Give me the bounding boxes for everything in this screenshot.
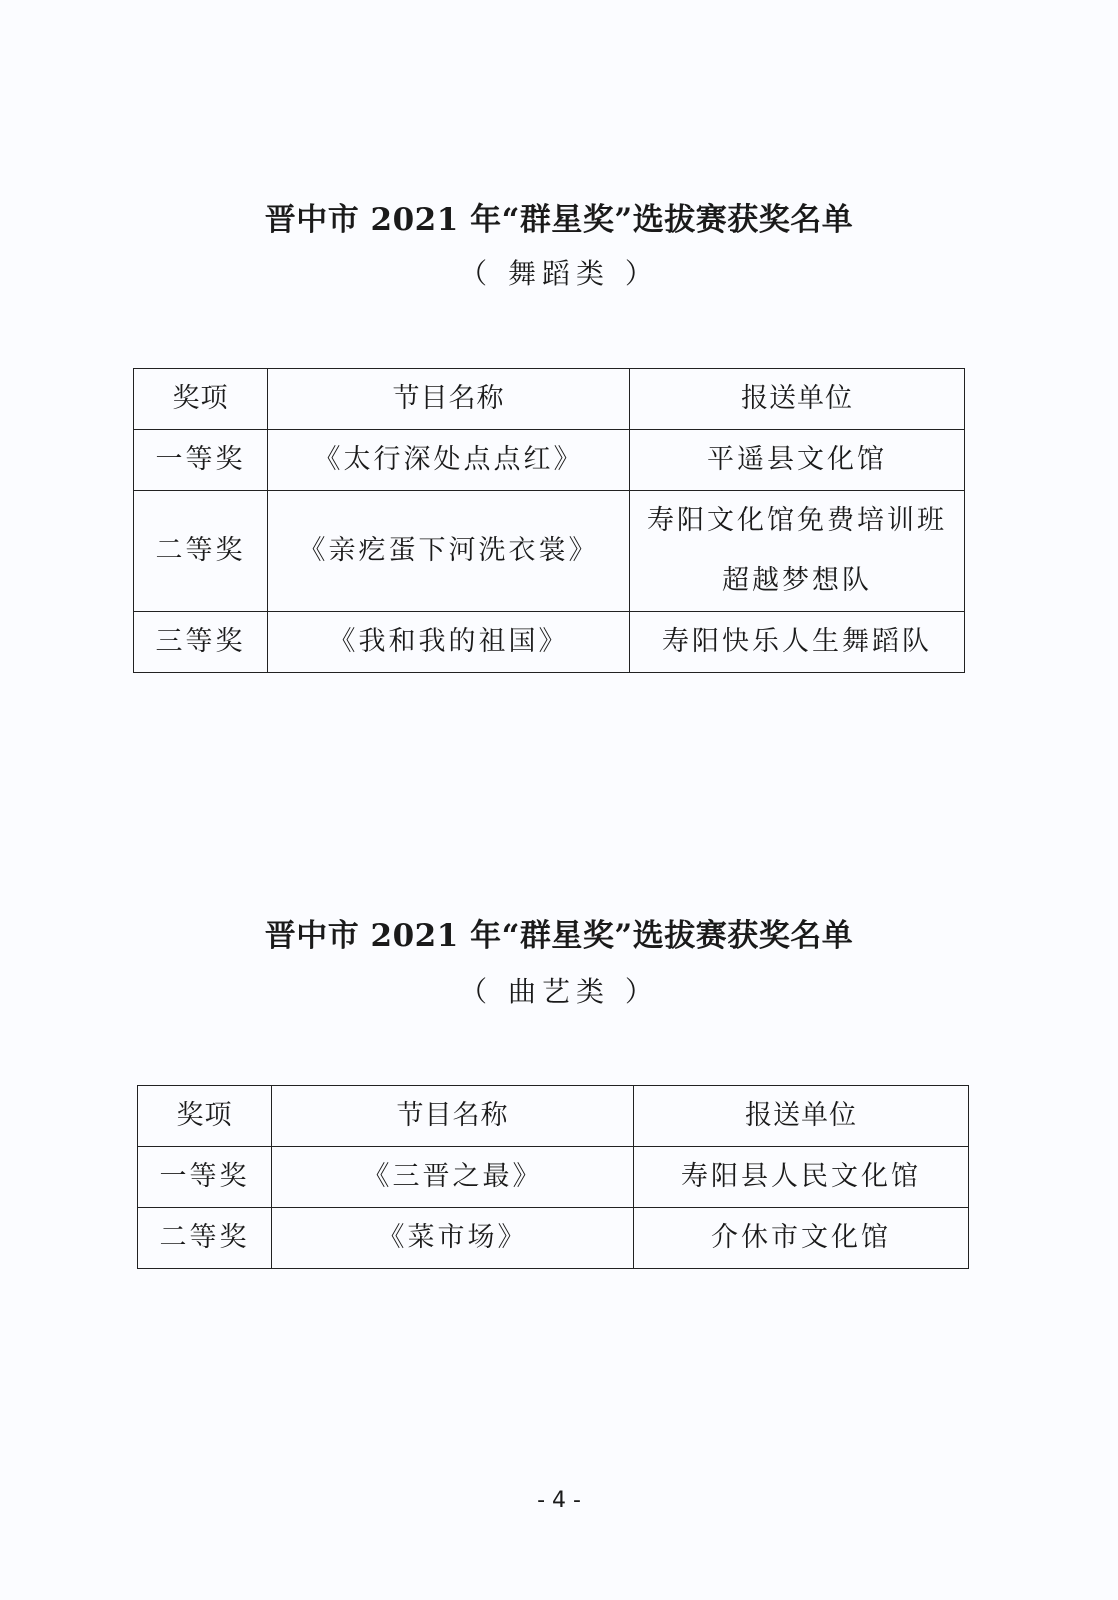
table-row xyxy=(134,430,965,491)
section-subtitle-quyi: （ 曲艺类 ） xyxy=(459,975,659,1008)
header-unit: 报送单位 xyxy=(630,369,965,430)
unit-cell: 介休市文化馆 xyxy=(634,1208,969,1269)
unit-cell: 寿阳县人民文化馆 xyxy=(634,1147,969,1208)
section-title-dance: 晋中市 2021 年“群星奖”选拔赛获奖名单 xyxy=(264,202,854,238)
program-cell: 《三晋之最》 xyxy=(272,1147,634,1208)
award-cell: 二等奖 xyxy=(138,1208,272,1269)
award-cell: 二等奖 xyxy=(134,491,268,612)
program-cell: 《我和我的祖国》 xyxy=(268,612,630,673)
award-cell: 一等奖 xyxy=(138,1147,272,1208)
table-row xyxy=(134,612,965,673)
unit-cell-line: 寿阳文化馆免费培训班 xyxy=(647,505,947,536)
table-row xyxy=(138,1147,969,1208)
award-cell: 一等奖 xyxy=(134,430,268,491)
award-table-quyi xyxy=(137,1085,969,1269)
unit-cell xyxy=(630,491,965,612)
header-program: 节目名称 xyxy=(268,369,630,430)
program-cell: 《菜市场》 xyxy=(272,1208,634,1269)
table-row xyxy=(138,1208,969,1269)
table-header-row xyxy=(134,369,965,430)
header-unit: 报送单位 xyxy=(634,1086,969,1147)
unit-cell: 寿阳快乐人生舞蹈队 xyxy=(630,612,965,673)
section-subtitle-dance: （ 舞蹈类 ） xyxy=(459,257,659,290)
unit-cell-line: 超越梦想队 xyxy=(722,565,872,596)
header-award: 奖项 xyxy=(138,1086,272,1147)
unit-cell: 平遥县文化馆 xyxy=(630,430,965,491)
program-cell: 《太行深处点点红》 xyxy=(268,430,630,491)
page-number: - 4 - xyxy=(537,1488,581,1513)
header-award: 奖项 xyxy=(134,369,268,430)
table-header-row xyxy=(138,1086,969,1147)
section-title-quyi: 晋中市 2021 年“群星奖”选拔赛获奖名单 xyxy=(264,918,854,954)
award-cell: 三等奖 xyxy=(134,612,268,673)
program-cell: 《亲疙蛋下河洗衣裳》 xyxy=(268,491,630,612)
table-row xyxy=(134,491,965,612)
award-table-dance xyxy=(133,368,965,673)
header-program: 节目名称 xyxy=(272,1086,634,1147)
